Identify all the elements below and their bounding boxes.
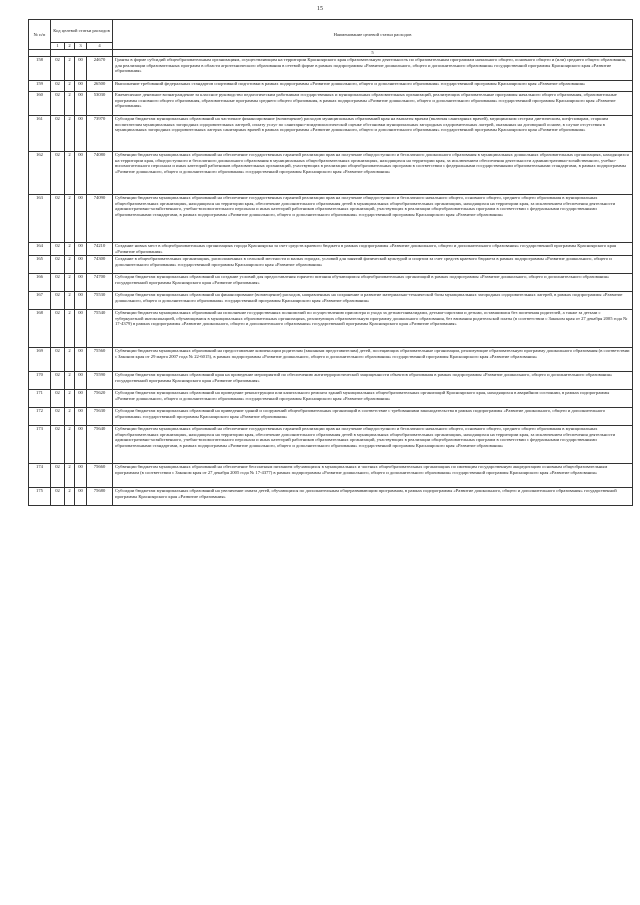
code-part-3: 00	[75, 81, 87, 92]
code-part-2: 2	[65, 292, 75, 310]
row-number: 172	[29, 408, 51, 426]
sub-header-2: 2	[65, 43, 75, 50]
code-part-2: 2	[65, 195, 75, 243]
code-part-3: 00	[75, 348, 87, 372]
expense-item-name: Создание в общеобразовательных организациях, расположенных в сельской местности и малых городах, условий для занятий физической культурой и спортом за счет средств краевого бюджета в рамках подпрограммы «Развитие дошкольного, общего и дополнительного образования» государственной программы Красноярского края «Развитие образования»	[113, 256, 633, 274]
table-row	[29, 372, 633, 390]
code-part-4: 75560	[87, 348, 113, 372]
expense-item-name: Гранты в форме субсидий общеобразовательным организациям, осуществляющим на территории Красноярского края образовательную деятельность по образовательным программам начального общего, основного общего и (или) среднего общего образования, для реализации образовательных программ в области агротехнического образования в сетевой форме в рамках подпрограммы «Развитие дошкольного, общего и дополнительного образования» государственной программы Красноярского края «Развитие образования»	[113, 57, 633, 81]
code-part-3: 00	[75, 426, 87, 464]
code-part-2: 2	[65, 92, 75, 116]
row-number: 162	[29, 152, 51, 195]
col-num-blank-code	[51, 50, 113, 57]
table-row	[29, 488, 633, 506]
row-number: 167	[29, 292, 51, 310]
code-part-1: 02	[51, 348, 65, 372]
table-row	[29, 310, 633, 348]
expense-item-name: Субсидии бюджетам муниципальных образований на финансирование (возмещение) расходов, направленных на сохранение и развитие материально-технической базы муниципальных загородных оздоровительных лагерей, в рамках подпрограммы «Развитие дошкольного, общего и дополнительного образования» государственной программы Красноярского края «Развитие образования»	[113, 292, 633, 310]
table-row	[29, 152, 633, 195]
expense-item-name: Субвенции бюджетам муниципальных образований на исполнение государственных полномочий по осуществлению присмотра и ухода за детьми-инвалидами, детьми-сиротами и детьми, оставшимися без попечения родителей, а также за детьми с туберкулезной интоксикацией, обучающимися в муниципальных образовательных организациях, реализующих образовательную программу дошкольного образования, без взимания родительской платы (в соответствии с Законом края от 27 декабря 2005 года № 17-4379) в рамках подпрограммы «Развитие дошкольного, общего и дополнительного образования» государственной программы Красноярского края «Развитие образования»	[113, 310, 633, 348]
page-number: 15	[317, 6, 323, 12]
code-part-1: 02	[51, 256, 65, 274]
code-part-2: 2	[65, 310, 75, 348]
expense-item-name: Выполнение требований федеральных стандартов спортивной подготовки в рамках подпрограммы «Развитие дошкольного, общего и дополнительного образования» государственной программы Красноярского края «Развитие образования»	[113, 81, 633, 92]
code-part-1: 02	[51, 488, 65, 506]
budget-table	[28, 19, 633, 506]
code-part-4: 75530	[87, 292, 113, 310]
code-part-1: 02	[51, 390, 65, 408]
code-part-4: 75630	[87, 408, 113, 426]
expense-item-name: Субсидии бюджетам муниципальных образований на частичное финансирование (возмещение) расходов муниципальных образований края на выплаты врачам (включая санитарных врачей), медицинским сестрам диетическим, шеф-поварам, старшим воспитателям муниципальных загородных оздоровительных лагерей, оплату услуг по санитарно-эпидемиологической оценке обстановки муниципальных загородных оздоровительных лагерей, оказанных на договорной основе, в случае отсутствия в муниципальных загородных оздоровительных лагерях санитарных врачей в рамках подпрограммы «Развитие дошкольного, общего и дополнительного образования» государственной программы Красноярского края «Развитие образования»	[113, 116, 633, 152]
code-part-2: 2	[65, 57, 75, 81]
code-part-4: 74090	[87, 195, 113, 243]
col-header-name: Наименование целевой статьи расходов	[113, 20, 633, 50]
code-part-1: 02	[51, 310, 65, 348]
code-part-3: 00	[75, 152, 87, 195]
code-part-1: 02	[51, 57, 65, 81]
code-part-3: 00	[75, 57, 87, 81]
expense-item-name: Субсидии бюджетам муниципальных образований на создание условий для предоставления горячего питания обучающимся общеобразовательных организаций в рамках подпрограммы «Развитие дошкольного, общего и дополнительного образования» государственной программы Красноярского края «Развитие образования»	[113, 274, 633, 292]
code-part-1: 02	[51, 408, 65, 426]
code-part-1: 02	[51, 464, 65, 488]
code-part-1: 02	[51, 292, 65, 310]
table-row	[29, 274, 633, 292]
expense-item-name: Субвенции бюджетам муниципальных образований на обеспечение государственных гарантий реализации прав на получение общедоступного и бесплатного дошкольного образования в муниципальных дошкольных образовательных организациях, находящихся на территории края, общедоступного и бесплатного дошкольного образования в муниципальных общеобразовательных организациях, находящихся на территории края, за исключением обеспечения деятельности административно-хозяйственного, учебно-вспомогательного персонала и иных категорий работников образовательных организаций, участвующих в реализации общеобразовательных программ в соответствии с федеральными государственными образовательными стандартами, в рамках подпрограммы «Развитие дошкольного, общего и дополнительного образования» государственной программы Красноярского края «Развитие образования»	[113, 152, 633, 195]
col-header-number: № п/п	[29, 20, 51, 50]
table-row	[29, 256, 633, 274]
code-part-4: 74300	[87, 256, 113, 274]
code-part-1: 02	[51, 195, 65, 243]
code-part-1: 02	[51, 81, 65, 92]
code-part-3: 00	[75, 310, 87, 348]
code-part-1: 02	[51, 116, 65, 152]
table-row	[29, 426, 633, 464]
table-row	[29, 81, 633, 92]
code-part-4: 74700	[87, 274, 113, 292]
code-part-1: 02	[51, 152, 65, 195]
code-part-2: 2	[65, 390, 75, 408]
row-number: 165	[29, 256, 51, 274]
row-number: 166	[29, 274, 51, 292]
row-number: 171	[29, 390, 51, 408]
code-part-2: 2	[65, 426, 75, 464]
table-row	[29, 243, 633, 256]
code-part-3: 00	[75, 274, 87, 292]
row-number: 168	[29, 310, 51, 348]
code-part-4: 75590	[87, 372, 113, 390]
code-part-3: 00	[75, 195, 87, 243]
code-part-2: 2	[65, 348, 75, 372]
code-part-2: 2	[65, 256, 75, 274]
expense-item-name: Субсидии бюджетам муниципальных образований края на проведение мероприятий по обеспечению антитеррористической защищенности объектов образования в рамках подпрограммы «Развитие дошкольного, общего и дополнительного образования» государственной программы Красноярского края «Развитие образования»	[113, 372, 633, 390]
expense-item-name: Субсидии бюджетам муниципальных образований на увеличение охвата детей, обучающихся по дополнительным общеразвивающим программам, в рамках подпрограммы «Развитие дошкольного, общего и дополнительного образования» государственной программы Красноярского края «Развитие образования»	[113, 488, 633, 506]
table-row	[29, 92, 633, 116]
col-num-blank	[29, 50, 51, 57]
code-part-4: 24670	[87, 57, 113, 81]
row-number: 169	[29, 348, 51, 372]
code-part-1: 02	[51, 372, 65, 390]
code-part-4: 75620	[87, 390, 113, 408]
code-part-1: 02	[51, 92, 65, 116]
expense-item-name: Субсидии бюджетам муниципальных образований на приведение зданий и сооружений общеобразовательных организаций в соответствие с требованиями законодательства в рамках подпрограммы «Развитие дошкольного, общего и дополнительного образования» государственной программы Красноярского края «Развитие образования»	[113, 408, 633, 426]
table-row	[29, 292, 633, 310]
row-number: 173	[29, 426, 51, 464]
table-row	[29, 348, 633, 372]
code-part-2: 2	[65, 116, 75, 152]
row-number: 175	[29, 488, 51, 506]
code-part-3: 00	[75, 488, 87, 506]
row-number: 158	[29, 57, 51, 81]
row-number: 160	[29, 92, 51, 116]
code-part-4: 75540	[87, 310, 113, 348]
sub-header-4: 4	[87, 43, 113, 50]
expense-item-name: Субвенции бюджетам муниципальных образований на обеспечение государственных гарантий реализации прав на получение общедоступного и бесплатного начального общего, основного общего, среднего общего образования в муниципальных общеобразовательных организациях, находящихся на территории края, обеспечение дополнительного образования детей в муниципальных общеобразовательных организациях, находящихся на территории края, за исключением обеспечения деятельности административно-хозяйственного, учебно-вспомогательного персонала и иных категорий работников образовательных организаций, участвующих в реализации общеобразовательных программ в соответствии с федеральными государственными образовательными стандартами, в рамках подпрограммы «Развитие дошкольного, общего и дополнительного образования» государственной программы Красноярского края «Развитие образования»	[113, 195, 633, 243]
code-part-3: 00	[75, 243, 87, 256]
expense-item-name: Создание новых мест в общеобразовательных организациях города Красноярска за счет средств краевого бюджета в рамках подпрограммы «Развитие дошкольного, общего и дополнительного образования» государственной программы Красноярского края «Развитие образования»	[113, 243, 633, 256]
code-part-3: 00	[75, 464, 87, 488]
table-row	[29, 390, 633, 408]
code-part-2: 2	[65, 243, 75, 256]
code-part-2: 2	[65, 488, 75, 506]
code-part-4: 73970	[87, 116, 113, 152]
code-part-2: 2	[65, 81, 75, 92]
code-part-3: 00	[75, 256, 87, 274]
expense-item-name: Субсидии бюджетам муниципальных образований на проведение реконструкции или капитального ремонта зданий муниципальных общеобразовательных организаций Красноярского края, находящихся в аварийном состоянии, в рамках подпрограммы «Развитие дошкольного, общего и дополнительного образования» государственной программы Красноярского края «Развитие образования»	[113, 390, 633, 408]
table-row	[29, 195, 633, 243]
row-number: 174	[29, 464, 51, 488]
code-part-4: 75660	[87, 464, 113, 488]
code-part-3: 00	[75, 292, 87, 310]
code-part-4: 26500	[87, 81, 113, 92]
code-part-4: 53030	[87, 92, 113, 116]
table-row	[29, 464, 633, 488]
expense-item-name: Субвенции бюджетам муниципальных образований на обеспечение бесплатным питанием обучающихся в муниципальных и частных общеобразовательных организациях по имеющим государственную аккредитацию основным общеобразовательным программам (в соответствии с Законом края от 27 декабря 2005 года № 17-4377) в рамках подпрограммы «Развитие дошкольного, общего и дополнительного образования» государственной программы Красноярского края «Развитие образования»	[113, 464, 633, 488]
sub-header-5: 5	[113, 50, 633, 57]
code-part-2: 2	[65, 408, 75, 426]
code-part-1: 02	[51, 243, 65, 256]
expense-item-name: Субвенции бюджетам муниципальных образований на обеспечение государственных гарантий реализации прав на получение общедоступного и бесплатного начального общего, основного общего, среднего общего образования в муниципальных общеобразовательных организациях, находящихся на территории края, обеспечение дополнительного образования детей в муниципальных общеобразовательных организациях, находящихся на территории края, за исключением обеспечения деятельности административно-хозяйственного, учебно-вспомогательного персонала и иных категорий работников образовательных организаций, участвующих в реализации общеобразовательных программ в соответствии с федеральными государственными образовательными стандартами, в рамках подпрограммы «Развитие дошкольного, общего и дополнительного образования» государственной программы Красноярского края «Развитие образования»	[113, 426, 633, 464]
code-part-4: 75640	[87, 426, 113, 464]
col-header-code: Код целевой статьи расходов	[51, 20, 113, 43]
expense-item-name: Субвенции бюджетам муниципальных образований на предоставление компенсации родителям (законным представителям) детей, посещающих образовательные организации, реализующие образовательную программу дошкольного образования (в соответствии с Законом края от 29 марта 2007 года № 22-6015), в рамках подпрограммы «Развитие дошкольного, общего и дополнительного образования» государственной программы Красноярского края «Развитие образования»	[113, 348, 633, 372]
code-part-3: 00	[75, 116, 87, 152]
expense-item-name: Ежемесячное денежное вознаграждение за классное руководство педагогическим работникам государственных и муниципальных образовательных организаций, реализующих образовательные программы начального общего образования, образовательные программы основного общего образования, образовательные программы среднего общего образования, в рамках подпрограммы «Развитие дошкольного, общего и дополнительного образования» государственной программы Красноярского края «Развитие образования»	[113, 92, 633, 116]
code-part-3: 00	[75, 408, 87, 426]
row-number: 163	[29, 195, 51, 243]
table-row	[29, 408, 633, 426]
row-number: 161	[29, 116, 51, 152]
table-row	[29, 116, 633, 152]
code-part-3: 00	[75, 390, 87, 408]
row-number: 170	[29, 372, 51, 390]
code-part-2: 2	[65, 274, 75, 292]
code-part-3: 00	[75, 92, 87, 116]
code-part-1: 02	[51, 274, 65, 292]
sub-header-3: 3	[75, 43, 87, 50]
row-number: 159	[29, 81, 51, 92]
code-part-4: 74080	[87, 152, 113, 195]
code-part-3: 00	[75, 372, 87, 390]
code-part-4: 74210	[87, 243, 113, 256]
code-part-2: 2	[65, 464, 75, 488]
code-part-1: 02	[51, 426, 65, 464]
code-part-4: 75680	[87, 488, 113, 506]
row-number: 164	[29, 243, 51, 256]
table-row	[29, 57, 633, 81]
code-part-2: 2	[65, 372, 75, 390]
code-part-2: 2	[65, 152, 75, 195]
sub-header-1: 1	[51, 43, 65, 50]
